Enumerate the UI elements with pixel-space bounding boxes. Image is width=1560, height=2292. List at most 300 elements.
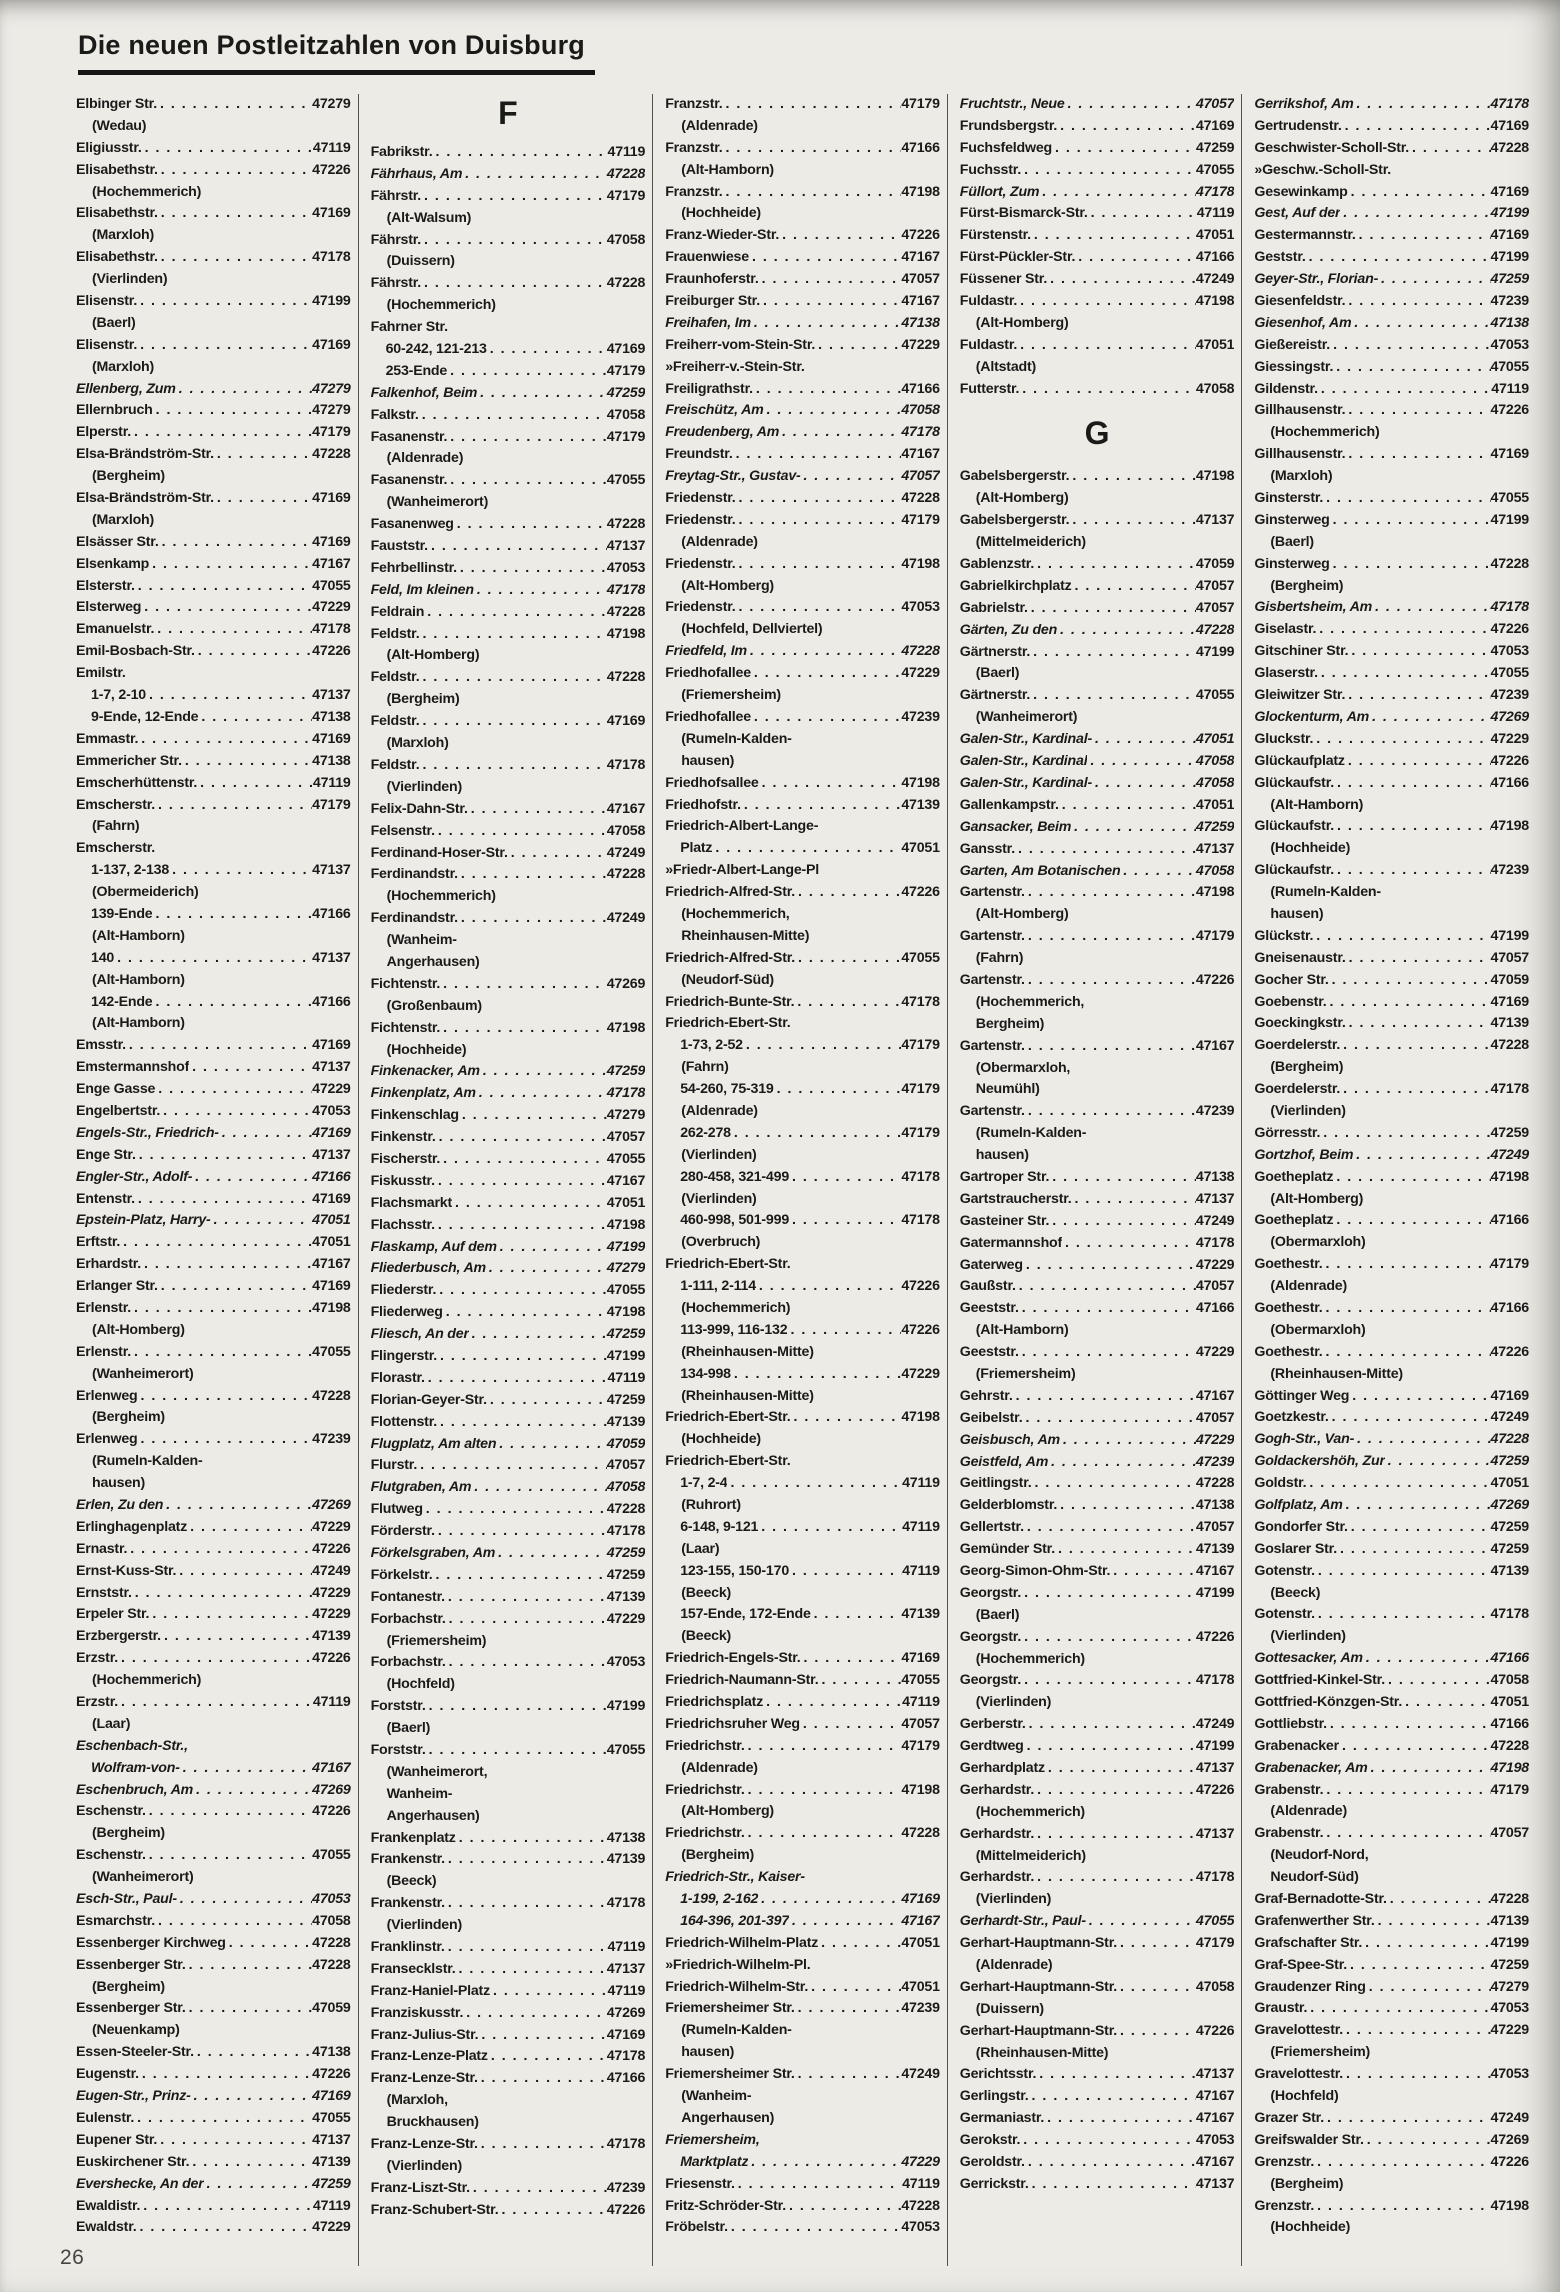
street-name: Flaskamp, Auf dem: [370, 1238, 497, 1255]
district-note: (Wanheim-: [386, 932, 457, 949]
dot-leader: [149, 554, 312, 576]
street-entry: [76, 1648, 351, 1670]
street-name: Gaußstr.: [959, 1278, 1016, 1295]
street-entry: [1254, 182, 1529, 204]
street-entry: [960, 1408, 1235, 1430]
district-note: (Baerl): [1270, 533, 1314, 550]
street-entry: [371, 2200, 646, 2222]
dot-leader: [811, 1604, 902, 1626]
street-name: Friedrich-Wilhelm-Str.: [665, 1978, 809, 1995]
dot-leader: [763, 1692, 902, 1714]
street-entry: [76, 1298, 351, 1320]
street-name: Franz-Haniel-Platz: [370, 1982, 490, 1999]
street-name: Goetheplatz: [1254, 1168, 1334, 1185]
street-entry: [76, 2086, 351, 2108]
street-range-entry: [665, 1210, 940, 1232]
street-name: Friedfeld, Im: [665, 643, 747, 660]
dot-leader: [1020, 2130, 1196, 2152]
district-note: (Vierlinden): [681, 1190, 757, 1207]
street-name: Goldstr.: [1254, 1475, 1307, 1492]
postal-code: 47137: [1195, 840, 1235, 857]
dot-leader: [1059, 795, 1196, 817]
dot-leader: [723, 138, 902, 160]
street-entry: [960, 203, 1235, 225]
street-name: Gartenstr.: [959, 971, 1025, 988]
street-name: Eschenstr.: [76, 1847, 146, 1864]
street-name: Forststr.: [370, 1742, 426, 1759]
street-range-entry: [665, 1079, 940, 1101]
postal-code: 47169: [312, 730, 351, 747]
postal-code: 47179: [312, 424, 351, 441]
postal-code: 47199: [1195, 643, 1235, 660]
dot-leader: [424, 602, 607, 624]
street-entry-head: [665, 1451, 940, 1473]
dot-leader: [437, 1412, 607, 1434]
street-entry: [665, 225, 940, 247]
dot-leader: [1348, 182, 1491, 204]
street-entry: [960, 1430, 1235, 1452]
postal-code: 47228: [312, 1387, 351, 1404]
street-name: Erzbergerstr.: [76, 1628, 161, 1645]
postal-code: 47058: [606, 406, 646, 423]
street-entry: [76, 2152, 351, 2174]
street-name: Gasteiner Str.: [959, 1212, 1050, 1229]
street-entry: [1254, 1911, 1529, 1933]
street-name: Eligiusstr.: [76, 139, 142, 156]
dot-leader: [137, 1386, 312, 1408]
postal-code: 47053: [606, 1654, 646, 1671]
street-name: Forbachstr.: [370, 1654, 446, 1671]
postal-code: 47179: [1195, 928, 1235, 945]
dot-leader: [131, 1342, 312, 1364]
street-entry: [1254, 1210, 1529, 1232]
street-name: Elsenkamp: [76, 555, 150, 572]
district-note: (Wanheim-: [681, 2088, 752, 2105]
postal-code: 47239: [1490, 687, 1529, 704]
street-entry: [1254, 2196, 1529, 2218]
district-note: (Aldenrade): [386, 450, 464, 467]
street-entry: [371, 1412, 646, 1434]
district-note: hausen): [681, 2044, 735, 2061]
street-entry: [371, 536, 646, 558]
dot-leader: [487, 339, 607, 361]
dot-leader: [445, 1937, 608, 1959]
district-note: (Alt-Homberg): [975, 490, 1069, 507]
street-name: Glückstr.: [1254, 927, 1314, 944]
district-note: (Alt-Hamborn): [975, 1322, 1069, 1339]
dot-leader: [1330, 554, 1491, 576]
street-entry: [76, 203, 351, 225]
street-entry: [665, 707, 940, 729]
street-name: Ginsterstr.: [1254, 490, 1324, 507]
postal-code: 47228: [1490, 555, 1529, 572]
street-name: Florian-Geyer-Str.: [370, 1391, 487, 1408]
postal-code: 47259: [606, 1545, 646, 1561]
street-entry: [960, 882, 1235, 904]
dot-leader: [1017, 335, 1196, 357]
postal-code: 47137: [1195, 1190, 1235, 1207]
postal-code: 47119: [902, 1475, 940, 1492]
postal-code: 47051: [1490, 1475, 1529, 1492]
street-name: Franziskusstr.: [370, 2004, 464, 2021]
street-entry: [1254, 1736, 1529, 1758]
dot-leader: [440, 1149, 607, 1171]
street-entry: [76, 1933, 351, 1955]
street-name: Eugen-Str., Prinz-: [76, 2088, 191, 2105]
postal-code: 47051: [1195, 227, 1235, 244]
street-entry: [76, 1386, 351, 1408]
district-note: (Alt-Homberg): [975, 906, 1069, 923]
street-entry: [76, 2042, 351, 2064]
street-name: Gemünder Str.: [959, 1541, 1055, 1558]
street-range-entry: [665, 838, 940, 860]
street-name: Goldackershöh, Zur: [1254, 1453, 1385, 1470]
district-note: (Friemersheim): [681, 687, 781, 704]
postal-code: 47269: [312, 1781, 351, 1798]
postal-code: 47051: [901, 1934, 940, 1951]
district-note: Angerhausen): [386, 1807, 480, 1824]
district-note: (Aldenrade): [975, 1957, 1053, 1974]
street-entry: [76, 1955, 351, 1977]
street-name: Gansacker, Beim: [959, 818, 1072, 835]
postal-code: 47051: [1195, 796, 1235, 813]
postal-code: 47228: [312, 446, 351, 463]
street-name: Gneisenaustr.: [1254, 949, 1346, 966]
street-entry: [665, 597, 940, 619]
postal-code: 47139: [901, 796, 940, 813]
street-name: Fritz-Schröder-Str.: [665, 2197, 786, 2214]
street-name: Galen-Str., Kardinal: [959, 753, 1088, 770]
street-entry: [960, 1495, 1235, 1517]
postal-code: 47169: [312, 533, 351, 550]
street-entry: [76, 138, 351, 160]
district-note: (Marxloh): [92, 227, 155, 244]
street-name: Gartenstr.: [959, 928, 1025, 945]
district-note: Bergheim): [975, 1015, 1045, 1032]
street-name: Ginsterweg: [1254, 511, 1330, 528]
street-entry: [1254, 1670, 1529, 1692]
street-name: Fuchsstr.: [959, 161, 1022, 178]
street-name: Geeststr.: [959, 1344, 1019, 1361]
dot-leader: [419, 711, 606, 733]
cross-reference: »Friedrich-Wilhelm-Pl.: [665, 1956, 811, 1973]
street-name: Erlenweg: [76, 1431, 138, 1448]
street-name: Friedrich-Ebert-Str.: [665, 1015, 791, 1032]
postal-code: 47167: [901, 446, 940, 463]
dot-leader: [447, 427, 606, 449]
street-entry: [1254, 2064, 1529, 2086]
dot-leader: [1345, 751, 1491, 773]
district-note: (Rumeln-Kalden-: [975, 1125, 1087, 1142]
street-name: Fröbelstr.: [665, 2219, 728, 2236]
district-note: (Baerl): [92, 314, 136, 331]
district-note: Neudorf-Süd): [1270, 1869, 1359, 1886]
dot-leader: [751, 663, 901, 685]
postal-code: 47229: [1490, 730, 1529, 747]
district-note: (Alt-Homberg): [1270, 1190, 1364, 1207]
street-name: Gallenkampstr.: [959, 796, 1059, 813]
dot-leader: [1117, 1977, 1196, 1999]
street-name: Flottenstr.: [370, 1413, 437, 1430]
street-entry: [371, 1149, 646, 1171]
dot-leader: [1071, 817, 1196, 839]
dot-leader: [1072, 576, 1196, 598]
street-entry: [76, 1692, 351, 1714]
street-entry: [1254, 663, 1529, 685]
street-entry: [76, 160, 351, 182]
street-name: Franzstr.: [665, 139, 723, 156]
street-name: Graf-Spee-Str.: [1254, 1956, 1347, 1973]
postal-code: 47166: [606, 2070, 646, 2087]
street-range-entry: [665, 1911, 940, 1933]
street-name: Fliesch, An der: [370, 1326, 469, 1343]
dot-leader: [1329, 1407, 1491, 1429]
dot-leader: [723, 94, 902, 116]
street-entry: [76, 2217, 351, 2239]
street-entry: [665, 2217, 940, 2239]
dot-leader: [1016, 1276, 1196, 1298]
dot-leader: [421, 230, 607, 252]
postal-code: 47055: [1195, 161, 1235, 178]
dot-leader: [432, 142, 607, 164]
street-name: Friedrich-Ebert-Str.: [665, 1453, 791, 1470]
postal-code: 47198: [1490, 818, 1529, 835]
postal-code: 47119: [607, 1369, 646, 1386]
street-name: Epstein-Platz, Harry-: [76, 1212, 211, 1229]
street-name: Gerhardplatz: [959, 1760, 1045, 1777]
district-note: (Beeck): [681, 1584, 732, 1601]
postal-code: 47228: [901, 643, 940, 660]
street-name: Frankenstr.: [370, 1851, 445, 1868]
street-entry: [1254, 1561, 1529, 1583]
dot-leader: [152, 992, 312, 1014]
dot-leader: [1323, 488, 1490, 510]
postal-code: 47057: [1195, 599, 1235, 616]
postal-code: 47166: [1490, 774, 1529, 791]
dot-leader: [1320, 1123, 1490, 1145]
street-name: Flutgraben, Am: [370, 1479, 472, 1496]
postal-code: 47249: [901, 2066, 940, 2083]
dot-leader: [478, 2068, 607, 2090]
street-name: Gillhausenstr.: [1254, 446, 1346, 463]
postal-code: 47178: [606, 1895, 646, 1912]
postal-code: 47166: [1195, 1300, 1235, 1317]
dot-leader: [226, 1933, 312, 1955]
district-note: (Bergheim): [1270, 2175, 1344, 2192]
postal-code: 47058: [1195, 380, 1235, 397]
district-note: (Rumeln-Kalden-: [681, 2022, 792, 2039]
postal-code: 47249: [1490, 1146, 1529, 1163]
street-entry: [371, 514, 646, 536]
street-entry: [76, 1517, 351, 1539]
street-name: Eulenstr.: [76, 2109, 135, 2126]
street-name: Erzstr.: [76, 1650, 118, 1667]
street-entry: [371, 1587, 646, 1609]
street-entry: [665, 882, 940, 904]
dot-leader: [459, 1105, 607, 1127]
district-note: (Aldenrade): [681, 1102, 758, 1119]
street-entry: [1254, 1517, 1529, 1539]
dot-leader: [480, 1061, 607, 1083]
district-note: (Vierlinden): [975, 1891, 1052, 1908]
postal-code: 47053: [312, 1102, 351, 1119]
cross-reference: »Freiherr-v.-Stein-Str.: [665, 358, 805, 375]
street-name: Freiligrathstr.: [665, 380, 753, 397]
dot-leader: [435, 1171, 607, 1193]
street-name: Ginsterweg: [1254, 555, 1330, 572]
dot-leader: [794, 992, 901, 1014]
street-name: 60-242, 121-213: [385, 341, 487, 358]
dot-leader: [1327, 1714, 1491, 1736]
street-entry: [1254, 2108, 1529, 2130]
street-name: Grabenacker, Am: [1254, 1759, 1368, 1776]
postal-code: 47058: [1195, 753, 1235, 770]
street-entry: [960, 970, 1235, 992]
street-entry: [371, 711, 646, 733]
postal-code: 47119: [312, 139, 351, 156]
street-name: Gerrikshof, Am: [1254, 96, 1354, 112]
postal-code: 47137: [312, 687, 351, 704]
street-entry: [960, 2152, 1235, 2174]
dot-leader: [1019, 1342, 1196, 1364]
dot-leader: [1306, 247, 1491, 269]
street-entry: [76, 773, 351, 795]
street-name: Erlanger Str.: [76, 1278, 158, 1295]
street-entry: [1254, 729, 1529, 751]
dot-leader: [180, 1758, 312, 1780]
postal-code: 47178: [1490, 1081, 1529, 1098]
postal-code: 47055: [312, 577, 351, 594]
postal-code: 47259: [606, 384, 646, 401]
dot-leader: [759, 269, 902, 291]
street-entry: [76, 1057, 351, 1079]
column-1: [64, 94, 358, 2266]
street-entry: [1254, 225, 1529, 247]
postal-code: 47137: [1195, 2066, 1235, 2083]
street-entry: [76, 1079, 351, 1101]
street-entry: [76, 1998, 351, 2020]
dot-leader: [1021, 1583, 1196, 1605]
street-name: Ferdinand-Hoser-Str.: [370, 844, 508, 861]
street-entry: [371, 1193, 646, 1215]
street-entry: [1254, 597, 1529, 619]
postal-code: 47199: [1490, 205, 1529, 222]
street-entry: [960, 1758, 1235, 1780]
street-range-entry: [76, 948, 351, 970]
postal-code: 47058: [606, 822, 646, 839]
street-entry: [960, 291, 1235, 313]
postal-code: 47055: [606, 1282, 646, 1299]
street-entry: [960, 1298, 1235, 1320]
street-entry: [960, 1780, 1235, 1802]
dot-leader: [1065, 94, 1196, 116]
dot-leader: [789, 1911, 901, 1933]
dot-leader: [1343, 1495, 1491, 1517]
street-entry: [665, 1998, 940, 2020]
district-note: (Hochheide): [1270, 840, 1351, 857]
dot-leader: [1039, 182, 1196, 204]
dot-leader: [155, 1079, 312, 1101]
dot-leader: [1075, 247, 1196, 269]
district-note: (Aldenrade): [681, 1759, 758, 1776]
dot-leader: [452, 1193, 607, 1215]
district-note: (Wanheimerort): [92, 1365, 194, 1382]
street-entry: [665, 1933, 940, 1955]
street-entry: [960, 1977, 1235, 1999]
postal-code: 47198: [901, 1409, 940, 1426]
street-name: Gertrudenstr.: [1254, 117, 1342, 134]
street-name: Friedenstr.: [665, 511, 736, 528]
dot-leader: [445, 1587, 607, 1609]
street-entry-head: [76, 1736, 351, 1758]
dot-leader: [163, 1495, 312, 1517]
postal-code: 47137: [1195, 1760, 1235, 1777]
postal-code: 47138: [606, 1829, 646, 1846]
street-name: Elisenstr.: [76, 336, 138, 353]
postal-code: 47259: [606, 1566, 646, 1583]
street-entry: [371, 1521, 646, 1543]
street-name: Geisbusch, Am: [959, 1431, 1060, 1448]
street-entry: [371, 1302, 646, 1324]
postal-code: 47055: [312, 2109, 351, 2126]
street-entry: [76, 597, 351, 619]
postal-code: 47229: [901, 1365, 940, 1382]
street-entry: [76, 1845, 351, 1867]
street-entry: [371, 2134, 646, 2156]
street-entry: [76, 1604, 351, 1626]
street-name: Ewaldstr.: [76, 2219, 137, 2236]
street-name: Friedenstr.: [665, 555, 736, 572]
street-name: Goetheplatz: [1254, 1212, 1334, 1229]
street-name: Florastr.: [370, 1369, 425, 1386]
street-name: Friedhofsallee: [665, 774, 759, 791]
street-entry: [960, 2021, 1235, 2043]
dot-leader: [186, 1955, 313, 1977]
street-name: Gitschiner Str.: [1254, 643, 1349, 660]
dot-leader: [1110, 1561, 1196, 1583]
postal-code: 47139: [1490, 1912, 1529, 1929]
postal-code: 47057: [1490, 949, 1529, 966]
street-name: Enge Str.: [76, 1146, 136, 1163]
postal-code: 47228: [606, 603, 646, 620]
street-name: Flingerstr.: [370, 1347, 437, 1364]
postal-code: 47119: [312, 2197, 351, 2214]
dot-leader: [733, 444, 902, 466]
postal-code: 47055: [606, 1742, 646, 1759]
street-entry: [665, 400, 940, 422]
dot-leader: [153, 400, 313, 422]
dot-leader: [736, 554, 902, 576]
dot-leader: [1345, 685, 1490, 707]
street-name: Frundsbergstr.: [959, 117, 1058, 134]
street-entry: [665, 1692, 940, 1714]
street-name: Fichtenstr.: [370, 975, 441, 992]
postal-code: 47169: [1195, 117, 1235, 134]
street-name: Fuldastr.: [959, 336, 1018, 353]
street-name: Gaterweg: [959, 1256, 1023, 1273]
dot-leader: [1329, 970, 1491, 992]
district-note: (Marxloh): [92, 358, 155, 375]
street-name: Franz-Liszt-Str.: [370, 2179, 470, 2196]
postal-code: 47138: [312, 752, 351, 769]
street-name: Finkenplatz, Am: [370, 1085, 476, 1102]
street-entry: [76, 247, 351, 269]
street-entry: [960, 2108, 1235, 2130]
street-name: Gogh-Str., Van-: [1254, 1431, 1355, 1448]
street-name: 280-458, 321-499: [680, 1168, 790, 1185]
street-entry: [1254, 1407, 1529, 1429]
street-name: Gotenstr.: [1254, 1562, 1315, 1579]
